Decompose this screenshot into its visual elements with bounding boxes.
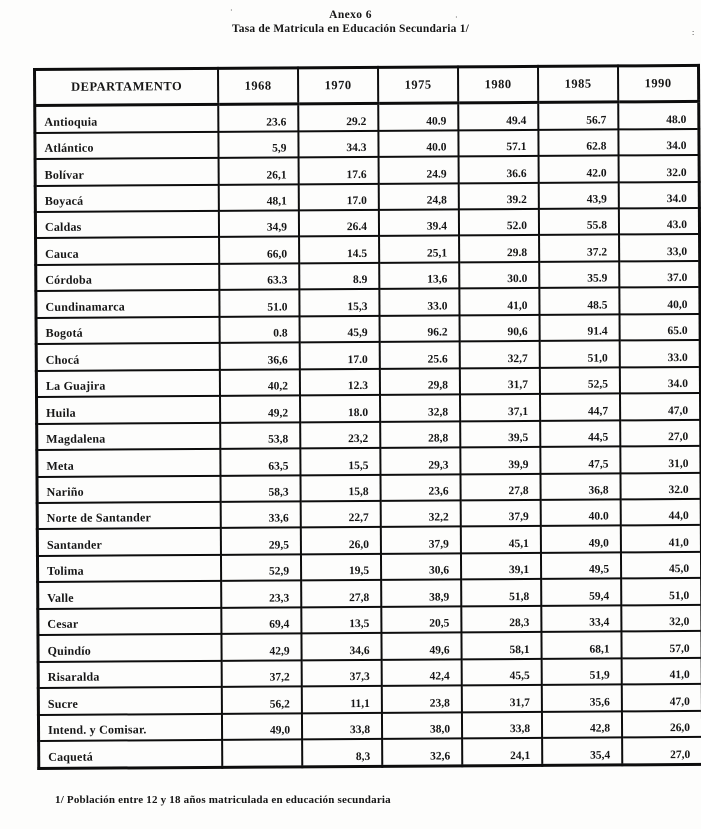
column-header-1990: 1990 (618, 65, 699, 101)
value-cell: 42,9 (221, 634, 301, 661)
column-header-1985: 1985 (538, 66, 618, 102)
department-cell: Quindío (38, 634, 222, 662)
department-cell: Tolima (37, 555, 221, 583)
value-cell: 96.2 (380, 315, 460, 342)
department-cell: Córdoba (36, 264, 220, 292)
value-cell: 28,3 (461, 606, 541, 633)
value-cell: 37.2 (539, 235, 619, 262)
value-cell: 44,0 (621, 499, 701, 526)
value-cell: 27,0 (620, 420, 701, 447)
value-cell: 47,0 (622, 684, 701, 711)
value-cell: 37,9 (461, 500, 541, 527)
annex-title: Anexo 6 (329, 9, 372, 21)
value-cell: 15,8 (300, 474, 380, 501)
value-cell: 32,0 (621, 605, 701, 632)
column-header-departamento: DEPARTAMENTO (35, 68, 219, 105)
value-cell: 40,0 (619, 287, 700, 314)
column-header-1980: 1980 (458, 66, 538, 102)
department-cell: Bolívar (35, 158, 219, 186)
value-cell: 45,0 (621, 552, 701, 579)
table-row (35, 129, 699, 160)
value-cell: 25.6 (380, 342, 460, 369)
value-cell: 31,7 (462, 685, 542, 712)
value-cell: 49,5 (541, 552, 621, 579)
value-cell: 37,9 (381, 527, 461, 554)
value-cell: 36,8 (540, 473, 620, 500)
department-cell: Cesar (38, 608, 222, 636)
value-cell: 34.0 (619, 181, 700, 208)
value-cell: 15,3 (299, 289, 379, 316)
department-cell: Boyacá (35, 184, 219, 212)
value-cell: 42,4 (382, 659, 462, 686)
value-cell: 37,1 (460, 394, 540, 421)
value-cell: 40.0 (378, 130, 458, 157)
table-row (38, 658, 701, 689)
value-cell: 33,8 (302, 713, 382, 740)
value-cell: 33,0 (619, 234, 700, 261)
value-cell: 37.0 (619, 261, 700, 288)
table-row (37, 446, 701, 477)
value-cell: 47,5 (540, 447, 620, 474)
table-row (35, 155, 699, 186)
value-cell: 35.9 (539, 261, 619, 288)
value-cell: 22,7 (301, 501, 381, 528)
value-cell: 27,8 (460, 473, 540, 500)
value-cell: 32,6 (382, 738, 462, 766)
value-cell: 58,1 (461, 632, 541, 659)
value-cell: 23,6 (380, 474, 460, 501)
value-cell: 24,1 (462, 738, 542, 766)
value-cell (222, 739, 302, 767)
table-row (39, 737, 701, 768)
value-cell: 34,6 (301, 633, 381, 660)
table-row (36, 234, 700, 265)
value-cell: 48.0 (618, 101, 699, 129)
value-cell: 23.6 (218, 104, 298, 132)
value-cell: 33,6 (221, 501, 301, 528)
value-cell: 69,4 (221, 607, 301, 634)
value-cell: 34.0 (620, 367, 701, 394)
value-cell: 59,4 (541, 579, 621, 606)
value-cell: 15,5 (300, 448, 380, 475)
value-cell: 40.0 (541, 499, 621, 526)
value-cell: 30.0 (459, 262, 539, 289)
table-row (38, 578, 701, 609)
value-cell: 34.3 (298, 131, 378, 158)
department-cell: Nariño (37, 475, 221, 503)
value-cell: 23,3 (221, 581, 301, 608)
value-cell: 39,1 (461, 553, 541, 580)
value-cell: 45,5 (462, 659, 542, 686)
footnote: 1/ Población entre 12 y 18 años matriculada en educación secundaria (55, 794, 391, 806)
value-cell: 49,0 (222, 713, 302, 740)
value-cell: 39.4 (379, 209, 459, 236)
value-cell: 34.0 (618, 129, 699, 156)
column-header-1968: 1968 (218, 68, 298, 104)
value-cell: 42,8 (542, 711, 622, 738)
value-cell: 32,7 (460, 341, 540, 368)
scan-speck: : (692, 28, 695, 37)
table-row (36, 261, 700, 292)
value-cell: 17.6 (299, 157, 379, 184)
department-cell: Norte de Santander (37, 502, 221, 530)
column-header-1970: 1970 (298, 67, 378, 103)
table-row (37, 552, 701, 583)
value-cell: 51,0 (540, 341, 620, 368)
value-cell: 43.0 (619, 208, 700, 235)
value-cell: 49,2 (220, 396, 300, 423)
value-cell: 13,6 (379, 262, 459, 289)
value-cell: 33.0 (379, 289, 459, 316)
value-cell: 36,6 (220, 343, 300, 370)
value-cell: 41,0 (459, 288, 539, 315)
value-cell: 52.0 (459, 209, 539, 236)
value-cell: 57.1 (458, 130, 538, 157)
department-cell: Cauca (36, 237, 220, 265)
value-cell: 51,8 (461, 579, 541, 606)
value-cell: 51,9 (542, 658, 622, 685)
value-cell: 33.0 (620, 340, 701, 367)
table-body (35, 101, 701, 768)
value-cell: 26.4 (299, 210, 379, 237)
value-cell: 35,4 (542, 737, 622, 765)
value-cell: 91.4 (540, 314, 620, 341)
value-cell: 45,1 (461, 526, 541, 553)
value-cell: 35,6 (542, 685, 622, 712)
table-row (37, 472, 701, 503)
value-cell: 40.9 (378, 103, 458, 131)
value-cell: 49,0 (541, 526, 621, 553)
value-cell: 45,9 (300, 316, 380, 343)
value-cell: 13,5 (301, 607, 381, 634)
value-cell: 11,1 (302, 686, 382, 713)
value-cell: 39,9 (460, 447, 540, 474)
value-cell: 66,0 (219, 237, 299, 264)
value-cell: 33,4 (541, 605, 621, 632)
value-cell: 36.6 (459, 156, 539, 183)
value-cell: 25,1 (379, 236, 459, 263)
value-cell: 8.9 (299, 263, 379, 290)
value-cell: 12.3 (300, 369, 380, 396)
table-row (37, 420, 701, 451)
value-cell: 14.5 (299, 236, 379, 263)
table-row (38, 605, 701, 636)
value-cell: 18.0 (300, 395, 380, 422)
value-cell: 56,2 (222, 687, 302, 714)
department-cell: Caldas (35, 211, 219, 239)
value-cell: 52,5 (540, 367, 620, 394)
value-cell: 53,8 (220, 422, 300, 449)
value-cell: 27,8 (301, 580, 381, 607)
value-cell: 39.2 (459, 182, 539, 209)
department-cell: Meta (37, 449, 221, 477)
value-cell: 37,3 (302, 660, 382, 687)
value-cell: 29,5 (221, 528, 301, 555)
value-cell: 57,0 (621, 631, 701, 658)
value-cell: 48,1 (219, 184, 299, 211)
column-header-1975: 1975 (378, 67, 458, 103)
department-cell: Antioquia (35, 104, 219, 132)
table-row (38, 684, 701, 715)
value-cell: 68,1 (541, 632, 621, 659)
value-cell: 40,2 (220, 369, 300, 396)
value-cell: 27,0 (622, 737, 701, 765)
value-cell: 32.0 (619, 155, 700, 182)
page-title: Tasa de Matricula en Educación Secundaria 1/ (231, 23, 470, 36)
department-cell: Cundinamarca (36, 290, 220, 318)
value-cell: 56.7 (538, 102, 618, 130)
value-cell: 49.4 (458, 102, 538, 130)
value-cell: 33,8 (462, 712, 542, 739)
value-cell: 29,8 (380, 368, 460, 395)
table-row (37, 499, 701, 530)
value-cell: 23,2 (300, 422, 380, 449)
table-row (36, 287, 700, 318)
value-cell: 5,9 (218, 131, 298, 158)
value-cell: 39,5 (460, 421, 540, 448)
value-cell: 26,1 (219, 157, 299, 184)
table-row (36, 367, 700, 398)
value-cell: 24,8 (379, 183, 459, 210)
header-row (35, 65, 699, 105)
table-row (37, 525, 701, 556)
scan-speck: · (230, 6, 233, 15)
value-cell: 30,6 (381, 553, 461, 580)
value-cell: 29,3 (380, 447, 460, 474)
value-cell: 58,3 (220, 475, 300, 502)
value-cell: 17.0 (300, 342, 380, 369)
value-cell: 32,8 (380, 395, 460, 422)
value-cell: 20,5 (381, 606, 461, 633)
department-cell: Atlántico (35, 132, 219, 160)
department-cell: Huila (37, 396, 221, 424)
value-cell: 49,6 (381, 633, 461, 660)
value-cell: 31,0 (620, 446, 701, 473)
value-cell: 38,9 (381, 580, 461, 607)
table-row (35, 181, 699, 212)
value-cell: 19,5 (301, 554, 381, 581)
department-cell: Valle (38, 581, 222, 609)
value-cell: 34,9 (219, 210, 299, 237)
table-row (35, 208, 699, 239)
value-cell: 41,0 (622, 658, 701, 685)
value-cell: 51.0 (219, 290, 299, 317)
document-header (0, 8, 701, 37)
value-cell: 23,8 (382, 686, 462, 713)
value-cell: 26,0 (622, 711, 701, 738)
value-cell: 32.0 (620, 472, 701, 499)
value-cell: 29.2 (298, 103, 378, 131)
department-cell: Sucre (38, 687, 222, 715)
value-cell: 28,8 (380, 421, 460, 448)
table-row (35, 101, 699, 132)
department-cell: Chocá (36, 343, 220, 371)
value-cell: 52,9 (221, 554, 301, 581)
table-header (35, 65, 699, 105)
department-cell: La Guajira (36, 370, 220, 398)
value-cell: 8,3 (302, 739, 382, 767)
enrollment-rate-table (33, 64, 701, 770)
table-row (36, 340, 700, 371)
value-cell: 48.5 (539, 288, 619, 315)
scan-speck: · (455, 13, 458, 22)
value-cell: 29.8 (459, 235, 539, 262)
value-cell: 62.8 (538, 129, 618, 156)
value-cell: 26,0 (301, 527, 381, 554)
department-cell: Santander (37, 528, 221, 556)
value-cell: 32,2 (381, 500, 461, 527)
value-cell: 63,5 (220, 448, 300, 475)
value-cell: 42.0 (539, 156, 619, 183)
department-cell: Caquetá (39, 740, 223, 769)
value-cell: 43,9 (539, 182, 619, 209)
department-cell: Magdalena (37, 423, 221, 451)
department-cell: Bogotá (36, 317, 220, 345)
value-cell: 51,0 (621, 578, 701, 605)
value-cell: 55.8 (539, 208, 619, 235)
table-row (38, 631, 701, 662)
value-cell: 41,0 (621, 525, 701, 552)
value-cell: 31,7 (460, 368, 540, 395)
value-cell: 90,6 (460, 315, 540, 342)
value-cell: 44,5 (540, 420, 620, 447)
value-cell: 24.9 (379, 157, 459, 184)
value-cell: 63.3 (219, 263, 299, 290)
value-cell: 65.0 (620, 314, 701, 341)
value-cell: 0.8 (220, 316, 300, 343)
department-cell: Intend. y Comisar. (38, 713, 222, 741)
value-cell: 38,0 (382, 712, 462, 739)
value-cell: 44,7 (540, 394, 620, 421)
table-row (38, 711, 701, 742)
value-cell: 17.0 (299, 183, 379, 210)
table-row (36, 314, 700, 345)
department-cell: Risaralda (38, 661, 222, 689)
value-cell: 37,2 (222, 660, 302, 687)
table-row (37, 393, 701, 424)
value-cell: 47,0 (620, 393, 701, 420)
